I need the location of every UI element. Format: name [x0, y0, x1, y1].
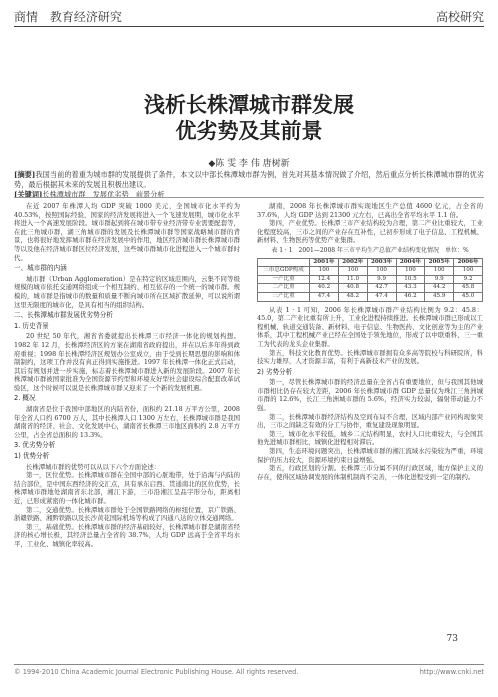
table-cell: 46.2 [396, 292, 425, 301]
table-header-cell: 2005年 [425, 258, 454, 267]
table-cell: 40.2 [310, 284, 339, 293]
paragraph: 在近 2007 年株潭人均 GDP 突破 1000 美元，全国城市化水平约为 40.53%，按照国际经验，国家的经济发展将进入一个飞速发展期，城市化水平将进入一个高速发展阶段。城市群起到将在城市带专业经济带专业需要配套等，在此三角城市群，湖三角城市群的发展及长株潭城市群等国家战略城市群的背景，也将很好地发挥城市群在经济发展中的作用，地区经济城市群长株潭城市群等以及他在经济城市群区位经济发展，这些城市群城市化进程进入一个城市群时代。 [14, 202, 240, 262]
header-left [14, 8, 130, 25]
table-cell: 100 [454, 267, 483, 276]
section-heading: 1) 优势分析 [14, 452, 50, 461]
table-cell: 100 [310, 267, 339, 276]
keywords-label: [关键词] [14, 190, 43, 199]
table-cell: 40.8 [338, 284, 367, 293]
right-column-bottom [257, 306, 483, 482]
table-cell: 一产比重 [258, 275, 310, 284]
footer-url[interactable]: http://www.cnki.net [419, 668, 484, 676]
table-cell: 45.8 [454, 284, 483, 293]
paragraph: 20 世纪 50 年代，湘省省委就提出长株潭三市经济一体化的规划构想。1982 年 12 月，长株潭经济区的方案在湖南省政府提出，并在以后多年得到政府重视；1998 年长株潭经济区规划办公室成立，由于受到长期思想的影响和体制制约，这项工作并没有真正得到实施推进。1997 年长株潭一体化正式启动，其后有规划并进一步实施，标志着长株潭城市群进入新的发展阶段。2007 年长株潭城市群被国家批准为全国资源节约型和环境友好型社会建设综合配套改革试验区，这个时候可以说是长株潭城市群又迎来了一个新的发展机遇。 [14, 332, 240, 392]
page-number: 73 [446, 634, 458, 644]
section-heading: 1. 历史背景 [14, 321, 49, 330]
table-cell: 10.5 [396, 275, 425, 284]
table-cell: 100 [367, 267, 396, 276]
paragraph: 第五，科技文化教育优势。长株潭城市群拥有众多高等院校与科研院所，科技实力雄厚，人才资源丰富，有利于高新技术产业的发展。 [257, 348, 483, 366]
table-header-cell [258, 258, 310, 267]
table-cell: 45.9 [425, 292, 454, 301]
table-header-cell: 2004年 [396, 258, 425, 267]
table-cell: 100 [396, 267, 425, 276]
paragraph: 城市群（Urban Agglomeration）是在特定的区域范围内，云集不同等级规模的城市依托交通网络组成一个相互制约、相互依存的一个统一的城市群。规模的，城市群是指城市的数量和质量不断向城市所在区域扩散延伸，可以说所谓这里无限度的城市化，是具有相当的组织结构。 [14, 274, 240, 309]
section-heading: 二、长株潭城市群发展优劣势分析 [14, 311, 113, 320]
section-heading: 3. 优劣势分析 [14, 441, 56, 450]
paragraph: 从表 1 · 1 可知，2006 年长株潭城市群产业结构比例为 9.2：45.8：45.0，第二产业比重有所上升，工业化进程持续推进。长株潭城市群已形成以工程机械、轨道交通装备、新材料、电子信息、生物医药、文化创意等为主的产业体系，其中工程机械产业已经在全国处于领先地位，形成了以中联重科、三一重工为代表的龙头企业集群。 [257, 305, 483, 348]
table-header-cell: 2001年 [310, 258, 339, 267]
paragraph: 第一，区位优势。长株潭城市群在全国中部的心脏地带，处于沿海与内陆的结合部位，是中国东西经济的交汇点，具有承东启西、贯通南北的区位优势，长株潭城市群地处湖南省东北部，湘江下游，三市沿湘江呈品字形分布，距离相近，已形成紧密的一体化城市群。 [14, 471, 240, 505]
paragraph: 湖南省是位于我国中部地区的内陆省份，面积约 21.18 万平方公里，2008 年全省人口约 6700 万人，其中长株潭人口 1300 万左右，长株潭城市群是我国湖南省的经济、社会、文化发展中心，湖南省长株潭三市地区面积约 2.8 万平方公里，占全省总面积的 13.3%。 [14, 405, 240, 439]
table-cell: 100 [338, 267, 367, 276]
paragraph: 第四，产业优势。长株潭三市产业结构较为合理，第二产业比重较大，工业化程度较高，三市之间的产业存在互补性，已初步形成了电子信息、工程机械、新材料、生物医药等优势产业集群。 [257, 219, 483, 245]
keywords-text: 长株潭城市群 发展优劣势 前景分析 [42, 190, 165, 199]
paragraph: 长株潭城市群的优势可以从以下六个方面论述： [26, 462, 161, 471]
page-header [14, 6, 484, 27]
paragraph: 第三，城市化水平较低，城乡二元结构明显，农村人口比重较大，与全国其他先进城市群相比，城镇化进程相对滞后。 [257, 429, 483, 447]
table-header-cell: 2002年 [338, 258, 367, 267]
paragraph: 第一，尽管长株潭城市群的经济总量在全省占有重要地位，但与我国其他城市群相比仍存在较大差距，2006 年长株潭城市群 GDP 总量仅为珠江三角洲城市群的 12.6%，长江三角洲城市群的 5.6%，经济实力较弱，辐射带动能力不强。 [257, 378, 483, 413]
table-cell: 三产比重 [258, 292, 310, 301]
table-cell: 47.4 [310, 292, 339, 301]
title-line-2: 优劣势及其前景 [175, 119, 323, 143]
paragraph: 第五，行政区划的分割。长株潭三市分属不同的行政区域，地方保护主义的存在，使得区域协调发展的体制机制尚不完善，一体化进程受到一定的制约。 [257, 464, 483, 481]
abstract-text: 我国当前的着重为城市群的发展提供了条件，本文以中部长株潭城市群为例，首先对其基本情况做了介绍，然后重点分析长株潭城市群的优劣势，最后根据其未来的发展且积极出建议。 [14, 170, 484, 189]
table-row [258, 284, 483, 293]
header-section-1: 商情 [14, 9, 39, 24]
paragraph: 第四，生态环境问题突出，长株潭城市群的湘江流域水污染较为严重，环境保护的压力较大，资源环境约束日益增强。 [257, 447, 483, 464]
paragraph: 第二，交通优势。长株潭城市群处于全国铁路网络的枢纽位置，京广铁路、浙赣铁路、湘黔铁路以及长沙黄花国际机场等构成了四通八达的立体交通网络。 [14, 505, 240, 523]
section-heading: 一、城市群的内涵 [14, 264, 67, 273]
table-row [258, 292, 483, 301]
table-header-cell: 2006年 [454, 258, 483, 267]
table-cell: 12.4 [310, 275, 339, 284]
paragraph: 湖南，2008 年长株潭城市群实现地区生产总值 4600 亿元，占全省的 37.6%，人均 GDP 达到 21300 元左右，已高出全省平均水平 1.1 倍。 [257, 202, 483, 219]
table-cell: 44.2 [425, 284, 454, 293]
table-cell: 三市总GDP构成 [258, 267, 310, 276]
abstract-divider [14, 197, 484, 198]
table-row [258, 267, 483, 276]
section-heading: 2) 劣势分析 [257, 367, 293, 376]
paragraph: 第二，长株潭城市群经济结构及空间布局不合理，区域内部产业同构现象突出，三市之间缺乏有效的分工与协作，重复建设现象明显。 [257, 412, 483, 430]
authors: ◆陈 雯 李 伟 唐树新 [208, 159, 290, 169]
right-column-top [257, 202, 483, 245]
right-column [257, 202, 483, 632]
table-header-cell: 2003年 [367, 258, 396, 267]
section-heading: 2. 概况 [14, 394, 36, 403]
table-cell: 11.0 [338, 275, 367, 284]
table-cell: 47.4 [367, 292, 396, 301]
copyright-notice: © 1994-2010 China Academic Journal Electronic Publishing House. All rights reserved. [14, 668, 299, 676]
table-cell: 42.7 [367, 284, 396, 293]
header-section-2: 教育经济研究 [49, 9, 122, 24]
article-title [0, 92, 498, 144]
abstract-label: [摘要] [14, 170, 36, 179]
left-column [14, 202, 240, 632]
table-cell: 100 [425, 267, 454, 276]
table-caption: 表 1 · 1 2001—2008 年三市平均生产总值产业结构变化情况 单位：% [271, 246, 469, 254]
table-body [258, 267, 483, 301]
abstract [14, 170, 484, 200]
table-cell: 二产比重 [258, 284, 310, 293]
table-cell: 9.9 [425, 275, 454, 284]
table-cell: 9.2 [454, 275, 483, 284]
industry-structure-table [257, 258, 483, 302]
paragraph: 第三，基础优势。长株潭城市群的经济基础较好，长株潭城市群是湖南省经济的核心增长极，其经济总量占全省的 38.7%，人均 GDP 远高于全省平均水平，工业化、城镇化率较高。 [14, 522, 240, 548]
table-cell: 9.9 [367, 275, 396, 284]
header-right: 高校研究 [435, 9, 484, 24]
table-cell: 43.3 [396, 284, 425, 293]
table-header-row [258, 258, 483, 267]
table-cell: 45.0 [454, 292, 483, 301]
page-footer [14, 664, 484, 679]
table-row [258, 275, 483, 284]
title-line-1: 浅析长株潭城市群发展 [144, 93, 354, 117]
table-cell: 48.2 [338, 292, 367, 301]
